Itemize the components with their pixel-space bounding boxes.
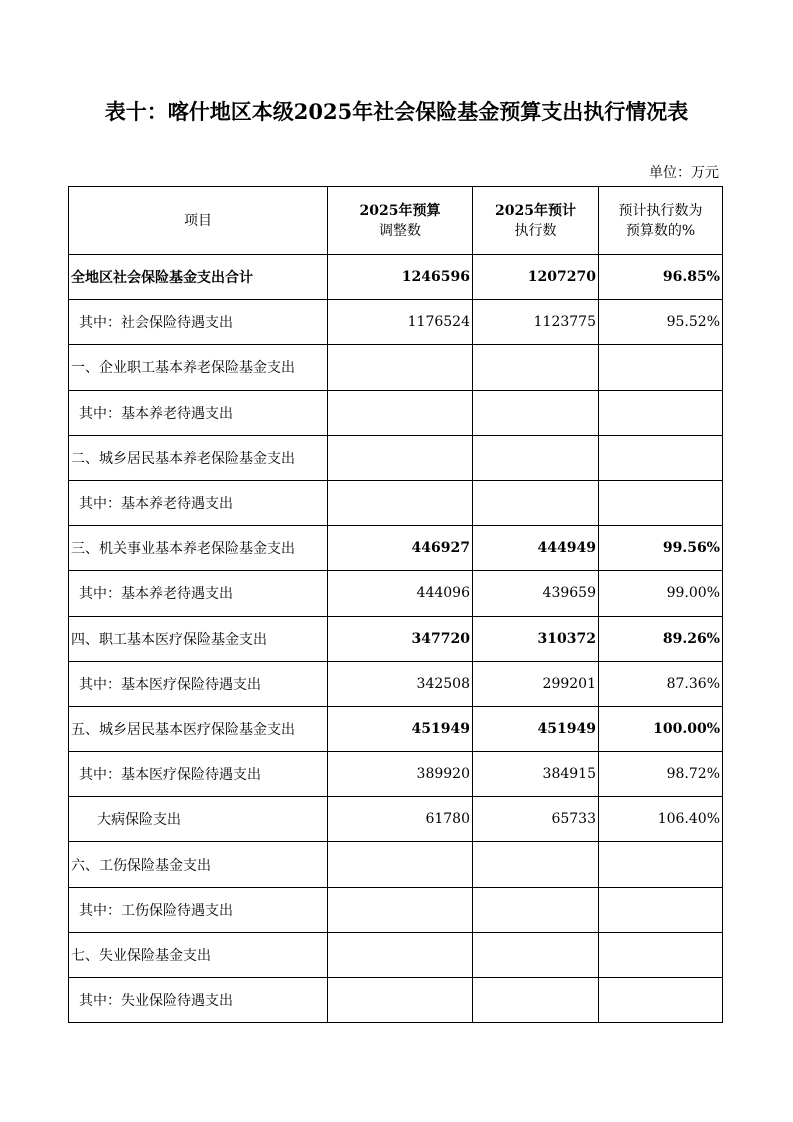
header-exec: 2025年预计 执行数 <box>473 187 599 255</box>
cell-budget: 444096 <box>328 571 473 616</box>
row-label: 其中：社会保险待遇支出 <box>69 300 328 345</box>
cell-budget: 1176524 <box>328 300 473 345</box>
table-row <box>69 345 723 390</box>
cell-exec: 65733 <box>473 797 599 842</box>
cell-ratio <box>599 390 723 435</box>
cell-budget: 389920 <box>328 752 473 797</box>
table-row <box>69 842 723 887</box>
page-title: 表十：喀什地区本级2025年社会保险基金预算支出执行情况表 <box>104 99 689 124</box>
cell-exec <box>473 435 599 480</box>
cell-exec <box>473 345 599 390</box>
cell-ratio <box>599 480 723 525</box>
cell-ratio <box>599 887 723 932</box>
table-row <box>69 390 723 435</box>
table-row <box>69 752 723 797</box>
table-row <box>69 571 723 616</box>
cell-budget <box>328 345 473 390</box>
cell-ratio: 89.26% <box>599 616 723 661</box>
row-label: 七、失业保险基金支出 <box>69 932 328 977</box>
cell-exec: 1207270 <box>473 255 599 300</box>
cell-exec <box>473 978 599 1023</box>
cell-ratio: 96.85% <box>599 255 723 300</box>
cell-ratio: 99.00% <box>599 571 723 616</box>
cell-budget: 446927 <box>328 526 473 571</box>
table-row <box>69 706 723 751</box>
cell-budget <box>328 887 473 932</box>
row-label: 全地区社会保险基金支出合计 <box>69 255 328 300</box>
row-label: 其中：基本养老待遇支出 <box>69 571 328 616</box>
header-ratio: 预计执行数为 预算数的% <box>599 187 723 255</box>
cell-budget: 451949 <box>328 706 473 751</box>
row-label: 一、企业职工基本养老保险基金支出 <box>69 345 328 390</box>
cell-ratio: 95.52% <box>599 300 723 345</box>
cell-budget <box>328 480 473 525</box>
cell-exec: 1123775 <box>473 300 599 345</box>
cell-exec: 310372 <box>473 616 599 661</box>
table-row <box>69 435 723 480</box>
header-budget: 2025年预算 调整数 <box>328 187 473 255</box>
cell-budget <box>328 842 473 887</box>
header-item: 项目 <box>69 187 328 255</box>
table-row <box>69 887 723 932</box>
table-row <box>69 480 723 525</box>
row-label: 四、职工基本医疗保险基金支出 <box>69 616 328 661</box>
row-label: 其中：基本养老待遇支出 <box>69 390 328 435</box>
header-row <box>69 187 723 255</box>
cell-ratio <box>599 842 723 887</box>
cell-budget: 61780 <box>328 797 473 842</box>
cell-ratio <box>599 435 723 480</box>
cell-ratio <box>599 932 723 977</box>
table-row <box>69 300 723 345</box>
cell-budget: 1246596 <box>328 255 473 300</box>
table-row <box>69 526 723 571</box>
cell-budget <box>328 390 473 435</box>
row-label: 其中：失业保险待遇支出 <box>69 978 328 1023</box>
cell-budget <box>328 435 473 480</box>
cell-exec <box>473 887 599 932</box>
cell-budget <box>328 932 473 977</box>
cell-ratio: 106.40% <box>599 797 723 842</box>
row-label: 其中：工伤保险待遇支出 <box>69 887 328 932</box>
row-label: 三、机关事业基本养老保险基金支出 <box>69 526 328 571</box>
cell-exec <box>473 932 599 977</box>
row-label: 大病保险支出 <box>69 797 328 842</box>
cell-exec <box>473 390 599 435</box>
cell-ratio <box>599 978 723 1023</box>
row-label: 二、城乡居民基本养老保险基金支出 <box>69 435 328 480</box>
cell-ratio: 98.72% <box>599 752 723 797</box>
table-row <box>69 978 723 1023</box>
cell-ratio: 100.00% <box>599 706 723 751</box>
table-row <box>69 661 723 706</box>
cell-ratio: 87.36% <box>599 661 723 706</box>
row-label: 五、城乡居民基本医疗保险基金支出 <box>69 706 328 751</box>
row-label: 六、工伤保险基金支出 <box>69 842 328 887</box>
cell-exec <box>473 842 599 887</box>
unit-label: 单位：万元 <box>649 165 719 181</box>
cell-exec: 299201 <box>473 661 599 706</box>
cell-exec: 444949 <box>473 526 599 571</box>
expenditure-table <box>68 186 723 1023</box>
table-row <box>69 616 723 661</box>
cell-budget: 347720 <box>328 616 473 661</box>
cell-exec: 451949 <box>473 706 599 751</box>
cell-budget: 342508 <box>328 661 473 706</box>
row-label: 其中：基本养老待遇支出 <box>69 480 328 525</box>
table-row <box>69 797 723 842</box>
cell-exec: 384915 <box>473 752 599 797</box>
table-row <box>69 932 723 977</box>
cell-exec <box>473 480 599 525</box>
cell-ratio: 99.56% <box>599 526 723 571</box>
row-label: 其中：基本医疗保险待遇支出 <box>69 752 328 797</box>
table-row <box>69 255 723 300</box>
row-label: 其中：基本医疗保险待遇支出 <box>69 661 328 706</box>
cell-ratio <box>599 345 723 390</box>
cell-budget <box>328 978 473 1023</box>
cell-exec: 439659 <box>473 571 599 616</box>
